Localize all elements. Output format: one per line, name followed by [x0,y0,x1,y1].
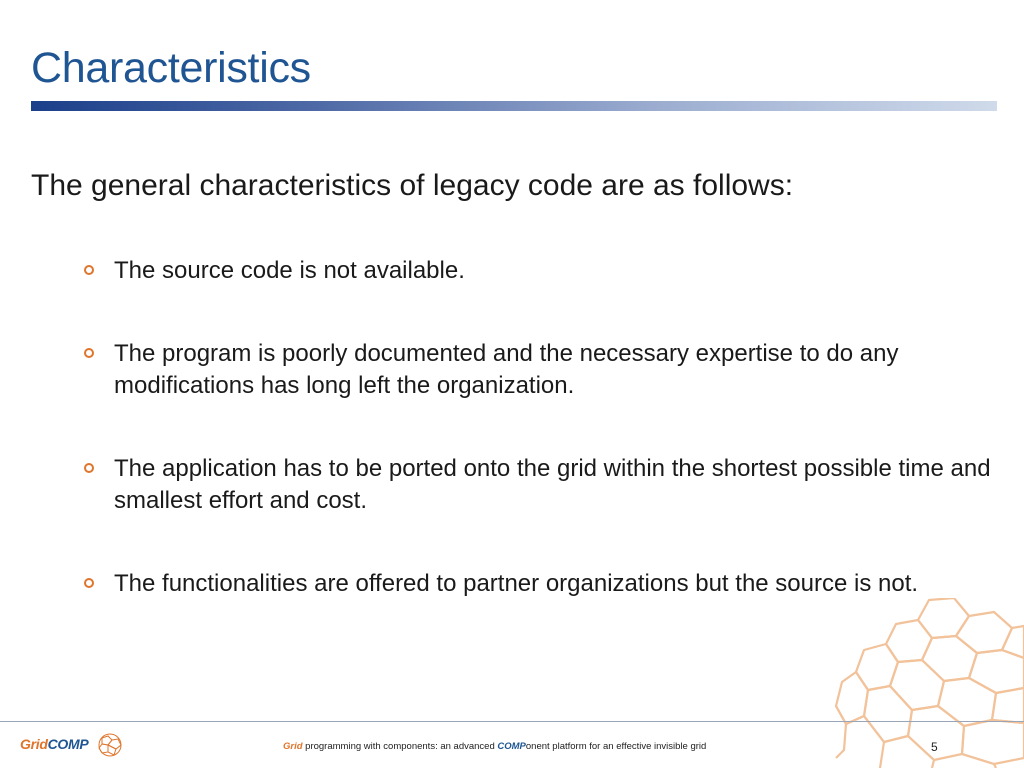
bullet-text: The source code is not available. [114,257,465,284]
hollow-circle-bullet-icon [84,463,94,473]
bullet-text: The program is poorly documented and the necessary expertise to do any modifications has long left the organization. [114,340,899,399]
logo-comp-text: COMP [47,736,89,752]
hollow-circle-bullet-icon [84,578,94,588]
bullet-text: The functionalities are offered to partner organizations but the source is not. [114,570,919,597]
tagline-part2: onent platform for an effective invisible grid [525,741,707,752]
bullet-text: The application has to be ported onto the grid within the shortest possible time and smallest effort and cost. [114,455,991,514]
slide-title: Characteristics [31,44,311,92]
list-item [82,255,1002,287]
title-underline-bar [31,101,997,111]
bullet-list [82,255,1002,651]
page-number: 5 [931,740,938,754]
list-item [82,568,1002,600]
list-item [82,453,1002,517]
gridcomp-logo-icon [92,730,128,760]
hollow-circle-bullet-icon [84,265,94,275]
hollow-circle-bullet-icon [84,348,94,358]
logo-grid-text: Grid [20,736,48,752]
footer-tagline [283,741,706,752]
tagline-grid: Grid [283,741,303,752]
footer-divider [0,721,1024,722]
tagline-comp: COMP [497,741,526,752]
list-item [82,338,1002,402]
logo-wordmark [20,736,88,752]
gridcomp-logo [20,730,130,760]
tagline-part1: programming with components: an advanced [302,741,498,752]
honeycomb-sphere-icon [834,598,1024,768]
intro-text: The general characteristics of legacy code are as follows: [31,169,794,202]
